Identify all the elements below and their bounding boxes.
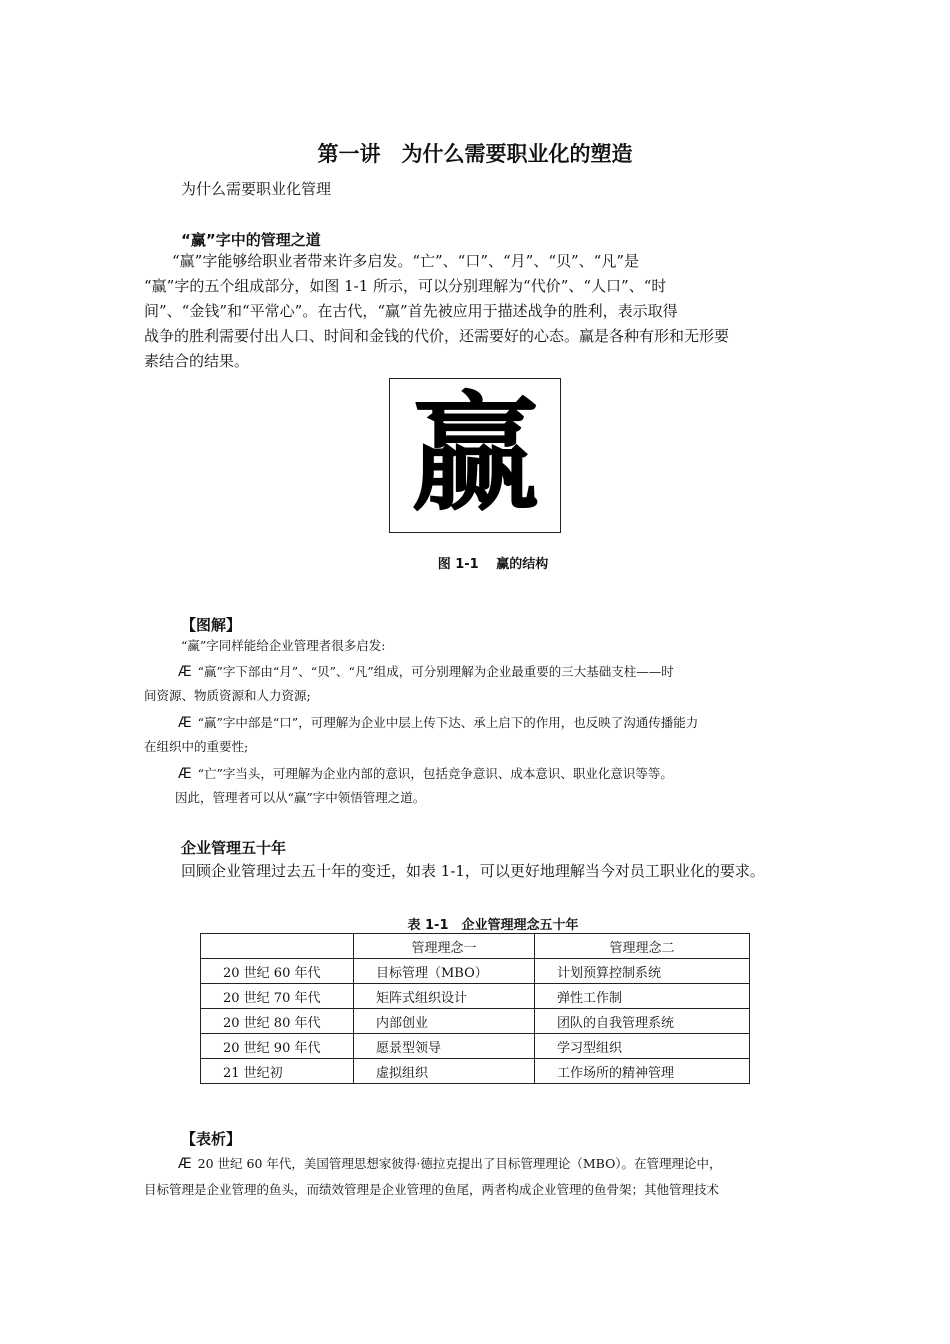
figure-ying-character (389, 378, 561, 533)
management-concepts-table (200, 933, 750, 1084)
table-caption: 表 1-1 企业管理理念五十年 (407, 918, 579, 933)
bullet-text: 20 世纪 60 年代，美国管理思想家彼得·德拉克提出了目标管理理论（MBO）。在管理理论中， (197, 1156, 722, 1171)
biaoxi-line-1 (178, 1152, 722, 1176)
table-row (201, 984, 750, 1009)
table-cell: 工作场所的精神管理 (535, 1059, 750, 1084)
biaoxi-line-2: 目标管理是企业管理的鱼头，而绩效管理是企业管理的鱼尾，两者构成企业管理的鱼骨架；其他管理技术 (144, 1182, 720, 1197)
tujie-bullet-1 (178, 660, 674, 684)
table-cell: 目标管理（MBO） (354, 959, 535, 984)
paragraph-line: “赢”字的五个组成部分，如图 1-1 所示，可以分别理解为“代价”、“人口”、“时 (144, 277, 667, 295)
tujie-conclusion: 因此，管理者可以从“赢”字中领悟管理之道。 (175, 790, 426, 805)
table-cell: 愿景型领导 (354, 1034, 535, 1059)
paragraph-line: “赢”字能够给职业者带来许多启发。“亡”、“口”、“月”、“贝”、“凡”是 (172, 252, 640, 270)
paragraph-line: 素结合的结果。 (144, 352, 250, 370)
tujie-bullet-2 (178, 711, 698, 735)
bullet-text: “赢”字中部是“口”，可理解为企业中层上传下达、承上启下的作用，也反映了沟通传播能力 (197, 715, 699, 730)
table-row (201, 1009, 750, 1034)
section-paragraph-ying (144, 249, 814, 374)
section-heading-fifty-years: 企业管理五十年 (181, 839, 287, 857)
tujie-bullet-3 (178, 762, 673, 786)
table-cell: 虚拟组织 (354, 1059, 535, 1084)
section-paragraph-fifty-years: 回顾企业管理过去五十年的变迁，如表 1-1，可以更好地理解当今对员工职业化的要求。 (181, 862, 765, 880)
table-cell-era: 21 世纪初 (201, 1059, 354, 1084)
tujie-intro: “赢”字同样能给企业管理者很多启发: (181, 638, 386, 653)
table-header-cell (201, 934, 354, 959)
table-cell: 团队的自我管理系统 (535, 1009, 750, 1034)
bullet-text: “亡”字当头，可理解为企业内部的意识，包括竞争意识、成本意识、职业化意识等等。 (197, 766, 673, 781)
table-cell: 计划预算控制系统 (535, 959, 750, 984)
table-cell-era: 20 世纪 60 年代 (201, 959, 354, 984)
tujie-bullet-2-cont: 在组织中的重要性; (144, 739, 249, 754)
table-cell: 矩阵式组织设计 (354, 984, 535, 1009)
table-cell-era: 20 世纪 80 年代 (201, 1009, 354, 1034)
bullet-icon: Æ (178, 766, 192, 782)
table-cell: 弹性工作制 (535, 984, 750, 1009)
page-title: 第一讲 为什么需要职业化的塑造 (317, 142, 633, 166)
bullet-icon: Æ (178, 715, 192, 731)
table-row (201, 1059, 750, 1084)
paragraph-line: 战争的胜利需要付出人口、时间和金钱的代价，还需要好的心态。赢是各种有形和无形要 (144, 327, 730, 345)
table-header-row (201, 934, 750, 959)
table-cell-era: 20 世纪 70 年代 (201, 984, 354, 1009)
table-row (201, 1034, 750, 1059)
figure-caption: 图 1-1 赢的结构 (437, 557, 549, 572)
bullet-icon: Æ (178, 664, 192, 680)
figure-glyph: 赢 (410, 385, 540, 526)
table-cell: 内部创业 (354, 1009, 535, 1034)
paragraph-line: 间”、“金钱”和“平常心”。在古代，“赢”首先被应用于描述战争的胜利，表示取得 (144, 302, 678, 320)
ying-character-image (395, 386, 555, 526)
table-header-cell: 管理理念一 (354, 934, 535, 959)
table-cell-era: 20 世纪 90 年代 (201, 1034, 354, 1059)
tujie-heading: 【图解】 (181, 616, 242, 634)
bullet-icon: Æ (178, 1156, 192, 1172)
section-heading-ying: “赢”字中的管理之道 (181, 231, 321, 249)
table-header-cell: 管理理念二 (535, 934, 750, 959)
table-cell: 学习型组织 (535, 1034, 750, 1059)
table-row (201, 959, 750, 984)
bullet-text: “赢”字下部由“月”、“贝”、“凡”组成，可分别理解为企业最重要的三大基础支柱——时 (197, 664, 674, 679)
biaoxi-heading: 【表析】 (181, 1130, 242, 1148)
tujie-bullet-1-cont: 间资源、物质资源和人力资源; (144, 688, 311, 703)
page-subtitle: 为什么需要职业化管理 (181, 180, 332, 198)
